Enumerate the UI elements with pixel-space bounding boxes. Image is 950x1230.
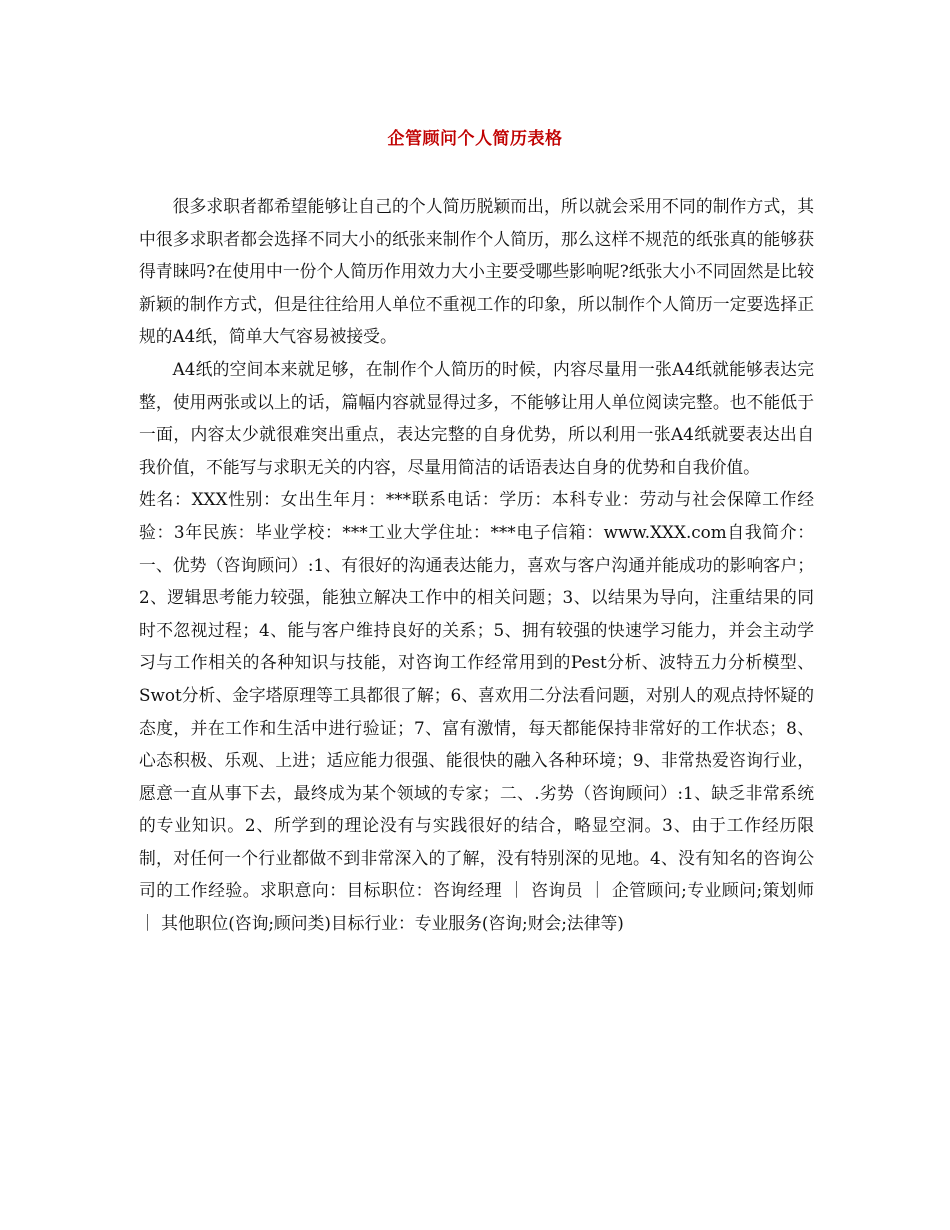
document-title: 企管顾问个人简历表格 [387, 129, 563, 149]
paragraph-resume-content: 姓名：XXX性别：女出生年月：***联系电话：学历：本科专业：劳动与社会保障工作经验：3年民族：毕业学校：***工业大学住址：***电子信箱：www.XXX.com自我简介：一、优势（咨询顾问）:1、有很好的沟通表达能力，喜欢与客户沟通并能成功的影响客户；2、逻辑思考能力较强，能独立解决工作中的相关问题；3、以结果为导向，注重结果的同时不忽视过程；4、能与客户维持良好的关系；5、拥有较强的快速学习能力，并会主动学习与工作相关的各种知识与技能，对咨询工作经常用到的Pest分析、波特五力分析模型、Swot分析、金字塔原理等工具都很了解；6、喜欢用二分法看问题，对别人的观点持怀疑的态度，并在工作和生活中进行验证；7、富有激情，每天都能保持非常好的工作状态；8、心态积极、乐观、上进；适应能力很强、能很快的融入各种环境；9、非常热爱咨询行业，愿意一直从事下去，最终成为某个领域的专家；二、.劣势（咨询顾问）:1、缺乏非常系统的专业知识。2、所学到的理论没有与实践很好的结合，略显空洞。3、由于工作经历限制，对任何一个行业都做不到非常深入的了解，没有特别深的见地。4、没有知名的咨询公司的工作经验。求职意向：目标职位：咨询经理 ｜ 咨询员 ｜ 企管顾问;专业顾问;策划师 ｜ 其他职位(咨询;顾问类)目标行业：专业服务(咨询;财会;法律等) [139, 489, 814, 934]
paragraph-a4-advice: A4纸的空间本来就足够，在制作个人简历的时候，内容尽量用一张A4纸就能够表达完整，使用两张或以上的话，篇幅内容就显得过多，不能够让用人单位阅读完整。也不能低于一面，内容太少就很难突出重点，表达完整的自身优势，所以利用一张A4纸就要表达出自我价值，不能写与求职无关的内容，尽量用简洁的话语表达自身的优势和自我价值。 [139, 358, 814, 477]
document-body [139, 190, 814, 940]
paragraph-intro: 很多求职者都希望能够让自己的个人简历脱颖而出，所以就会采用不同的制作方式，其中很多求职者都会选择不同大小的纸张来制作个人简历，那么这样不规范的纸张真的能够获得青睐吗?在使用中一份个人简历作用效力大小主要受哪些影响呢?纸张大小不同固然是比较新颖的制作方式，但是往往给用人单位不重视工作的印象，所以制作个人简历一定要选择正规的A4纸，简单大气容易被接受。 [139, 196, 814, 347]
